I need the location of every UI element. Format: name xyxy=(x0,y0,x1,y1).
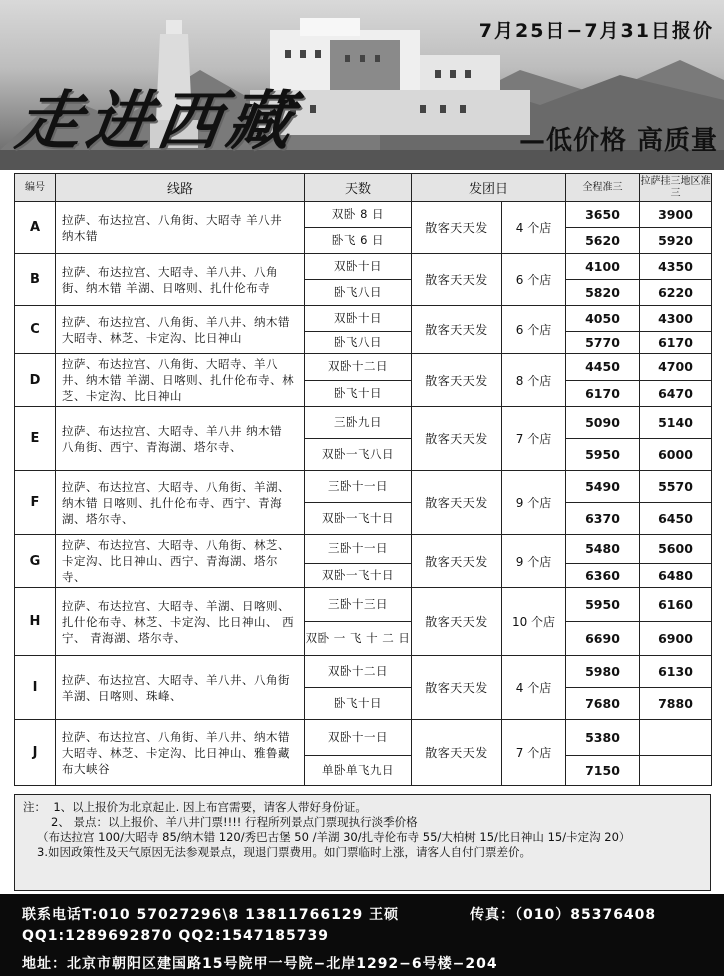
shop-count: 4 个店 xyxy=(502,202,566,254)
trip-duration: 双卧一飞十日 xyxy=(305,563,412,587)
route-code: C xyxy=(15,306,56,354)
route-code: I xyxy=(15,656,56,720)
trip-duration: 双卧十二日 xyxy=(305,656,412,688)
price-lhasa: 6220 xyxy=(640,280,712,306)
shop-count: 9 个店 xyxy=(502,471,566,535)
trip-duration: 卧飞八日 xyxy=(305,280,412,306)
table-row xyxy=(15,471,712,503)
departure-schedule: 散客天天发 xyxy=(412,471,502,535)
table-row xyxy=(15,720,712,756)
shop-count: 9 个店 xyxy=(502,535,566,588)
note-line-1: 注： 1、以上报价为北京起止. 因上布宫需要，请客人带好身份证。 xyxy=(23,800,367,814)
trip-duration: 卧飞十日 xyxy=(305,380,412,407)
route-code: J xyxy=(15,720,56,786)
table-row xyxy=(15,254,712,280)
trip-duration: 双卧十日 xyxy=(305,254,412,280)
note-line-3: （布达拉宫 100/大昭寺 85/纳木错 120/秀巴古堡 50 /羊湖 30/扎寺伦布寺 55/大柏树 15/比日神山 15/卡定沟 20） xyxy=(37,830,631,844)
price-full: 5620 xyxy=(566,228,640,254)
departure-schedule: 散客天天发 xyxy=(412,254,502,306)
price-lhasa xyxy=(640,720,712,756)
departure-schedule: 散客天天发 xyxy=(412,306,502,354)
notes-box xyxy=(14,794,711,891)
departure-schedule: 散客天天发 xyxy=(412,656,502,720)
trip-duration: 双卧 8 日 xyxy=(305,202,412,228)
price-full: 5770 xyxy=(566,332,640,354)
date-range: 7月25日−7月31日报价 xyxy=(478,20,714,42)
note-line-4: 3.如因政策性及天气原因无法参观景点，现退门票费用。如门票临时上涨，请客人自付门票差价。 xyxy=(37,845,531,859)
header-route: 线路 xyxy=(56,174,305,202)
price-full: 7680 xyxy=(566,688,640,720)
price-lhasa: 3900 xyxy=(640,202,712,228)
price-full: 5090 xyxy=(566,407,640,439)
route-description: 拉萨、布达拉宫、八角街、羊八井、纳木错 大昭寺、林芝、卡定沟、比日神山、雅鲁藏布大峡谷 xyxy=(56,720,305,786)
route-code: E xyxy=(15,407,56,471)
trip-duration: 三卧十一日 xyxy=(305,471,412,503)
shop-count: 6 个店 xyxy=(502,306,566,354)
shop-count: 7 个店 xyxy=(502,720,566,786)
shop-count: 4 个店 xyxy=(502,656,566,720)
price-full: 7150 xyxy=(566,756,640,786)
price-lhasa: 5140 xyxy=(640,407,712,439)
price-lhasa: 4700 xyxy=(640,354,712,381)
price-full: 5380 xyxy=(566,720,640,756)
price-lhasa: 6000 xyxy=(640,439,712,471)
price-full: 5480 xyxy=(566,535,640,564)
table-header-row xyxy=(15,174,712,202)
price-full: 5950 xyxy=(566,439,640,471)
trip-duration: 卧飞十日 xyxy=(305,688,412,720)
route-code: B xyxy=(15,254,56,306)
table-row xyxy=(15,407,712,439)
shop-count: 8 个店 xyxy=(502,354,566,407)
departure-schedule: 散客天天发 xyxy=(412,588,502,656)
route-code: F xyxy=(15,471,56,535)
price-lhasa: 5600 xyxy=(640,535,712,564)
header-days: 天数 xyxy=(305,174,412,202)
route-code: H xyxy=(15,588,56,656)
table-row xyxy=(15,535,712,564)
route-description: 拉萨、布达拉宫、大昭寺、八角街、羊湖、纳木错 日喀则、扎什伦布寺、西宁、青海湖、塔尔寺、 xyxy=(56,471,305,535)
trip-duration: 卧飞 6 日 xyxy=(305,228,412,254)
trip-duration: 单卧单飞九日 xyxy=(305,756,412,786)
trip-duration: 卧飞八日 xyxy=(305,332,412,354)
shop-count: 10 个店 xyxy=(502,588,566,656)
price-lhasa: 4300 xyxy=(640,306,712,332)
table-row xyxy=(15,202,712,228)
price-lhasa: 6130 xyxy=(640,656,712,688)
price-full: 6370 xyxy=(566,503,640,535)
header-price-lhasa: 拉萨挂三地区准三 xyxy=(640,174,712,202)
header-departure: 发团日 xyxy=(412,174,566,202)
price-full: 4450 xyxy=(566,354,640,381)
price-full: 3650 xyxy=(566,202,640,228)
trip-duration: 双卧十一日 xyxy=(305,720,412,756)
table-row xyxy=(15,588,712,622)
price-full: 4050 xyxy=(566,306,640,332)
price-full: 5950 xyxy=(566,588,640,622)
tour-price-table xyxy=(14,173,712,786)
route-description: 拉萨、布达拉宫、大昭寺、八角街、林芝、卡定沟、比日神山、西宁、青海湖、塔尔寺、 xyxy=(56,535,305,588)
header-price-full: 全程准三 xyxy=(566,174,640,202)
price-lhasa: 6900 xyxy=(640,622,712,656)
slogan: —低价格 高质量 xyxy=(518,126,718,156)
route-description: 拉萨、布达拉宫、八角街、大昭寺 羊八井 纳木错 xyxy=(56,202,305,254)
route-description: 拉萨、布达拉宫、大昭寺、羊湖、日喀则、扎什伦布寺、林芝、卡定沟、比日神山、 西宁、 青海湖、塔尔寺、 xyxy=(56,588,305,656)
shop-count: 6 个店 xyxy=(502,254,566,306)
price-lhasa: 5570 xyxy=(640,471,712,503)
price-lhasa: 6160 xyxy=(640,588,712,622)
route-description: 拉萨、布达拉宫、八角街、大昭寺、羊八井、纳木错 羊湖、日喀则、扎什伦布寺、林芝、卡定沟、比日神山 xyxy=(56,354,305,407)
departure-schedule: 散客天天发 xyxy=(412,720,502,786)
trip-duration: 三卧十三日 xyxy=(305,588,412,622)
contact-footer xyxy=(0,894,724,976)
price-full: 6360 xyxy=(566,563,640,587)
route-description: 拉萨、布达拉宫、八角街、羊八井、纳木错 大昭寺、林芝、卡定沟、比日神山 xyxy=(56,306,305,354)
contact-phone: 联系电话T:010 57027296\8 13811766129 王硕 xyxy=(22,907,400,923)
table-row xyxy=(15,354,712,381)
price-lhasa: 6470 xyxy=(640,380,712,407)
route-description: 拉萨、布达拉宫、大昭寺、羊八井 纳木错 八角街、西宁、青海湖、塔尔寺、 xyxy=(56,407,305,471)
table-row xyxy=(15,656,712,688)
trip-duration: 双卧十日 xyxy=(305,306,412,332)
price-full: 4100 xyxy=(566,254,640,280)
price-lhasa: 6170 xyxy=(640,332,712,354)
price-full: 5490 xyxy=(566,471,640,503)
route-code: G xyxy=(15,535,56,588)
contact-address: 地址：北京市朝阳区建国路15号院甲一号院−北岸1292−6号楼−204 xyxy=(22,956,498,972)
trip-duration: 双卧 一 飞 十 二 日 xyxy=(305,622,412,656)
table-row xyxy=(15,306,712,332)
contact-fax: 传真：（010）85376408 xyxy=(470,907,657,923)
departure-schedule: 散客天天发 xyxy=(412,407,502,471)
route-code: A xyxy=(15,202,56,254)
header-banner xyxy=(0,0,724,170)
departure-schedule: 散客天天发 xyxy=(412,535,502,588)
price-lhasa xyxy=(640,756,712,786)
price-lhasa: 4350 xyxy=(640,254,712,280)
route-description: 拉萨、布达拉宫、大昭寺、羊八井、八角街、纳木错 羊湖、日喀则、扎什伦布寺 xyxy=(56,254,305,306)
trip-duration: 三卧九日 xyxy=(305,407,412,439)
trip-duration: 双卧一飞八日 xyxy=(305,439,412,471)
header-code: 编号 xyxy=(15,174,56,202)
price-full: 6170 xyxy=(566,380,640,407)
trip-duration: 双卧一飞十日 xyxy=(305,503,412,535)
trip-duration: 三卧十一日 xyxy=(305,535,412,564)
departure-schedule: 散客天天发 xyxy=(412,354,502,407)
contact-qq: QQ1:1289692870 QQ2:1547185739 xyxy=(22,928,329,944)
note-line-2: 2、 景点：以上报价、羊八井门票!!!! 行程所列景点门票现执行淡季价格 xyxy=(51,815,418,829)
price-lhasa: 7880 xyxy=(640,688,712,720)
trip-duration: 双卧十二日 xyxy=(305,354,412,381)
page-title: 走进西藏 xyxy=(11,84,303,159)
price-lhasa: 6480 xyxy=(640,563,712,587)
route-code: D xyxy=(15,354,56,407)
shop-count: 7 个店 xyxy=(502,407,566,471)
route-description: 拉萨、布达拉宫、大昭寺、羊八井、八角街羊湖、日喀则、珠峰、 xyxy=(56,656,305,720)
price-full: 5820 xyxy=(566,280,640,306)
price-full: 5980 xyxy=(566,656,640,688)
price-lhasa: 5920 xyxy=(640,228,712,254)
departure-schedule: 散客天天发 xyxy=(412,202,502,254)
price-lhasa: 6450 xyxy=(640,503,712,535)
price-full: 6690 xyxy=(566,622,640,656)
